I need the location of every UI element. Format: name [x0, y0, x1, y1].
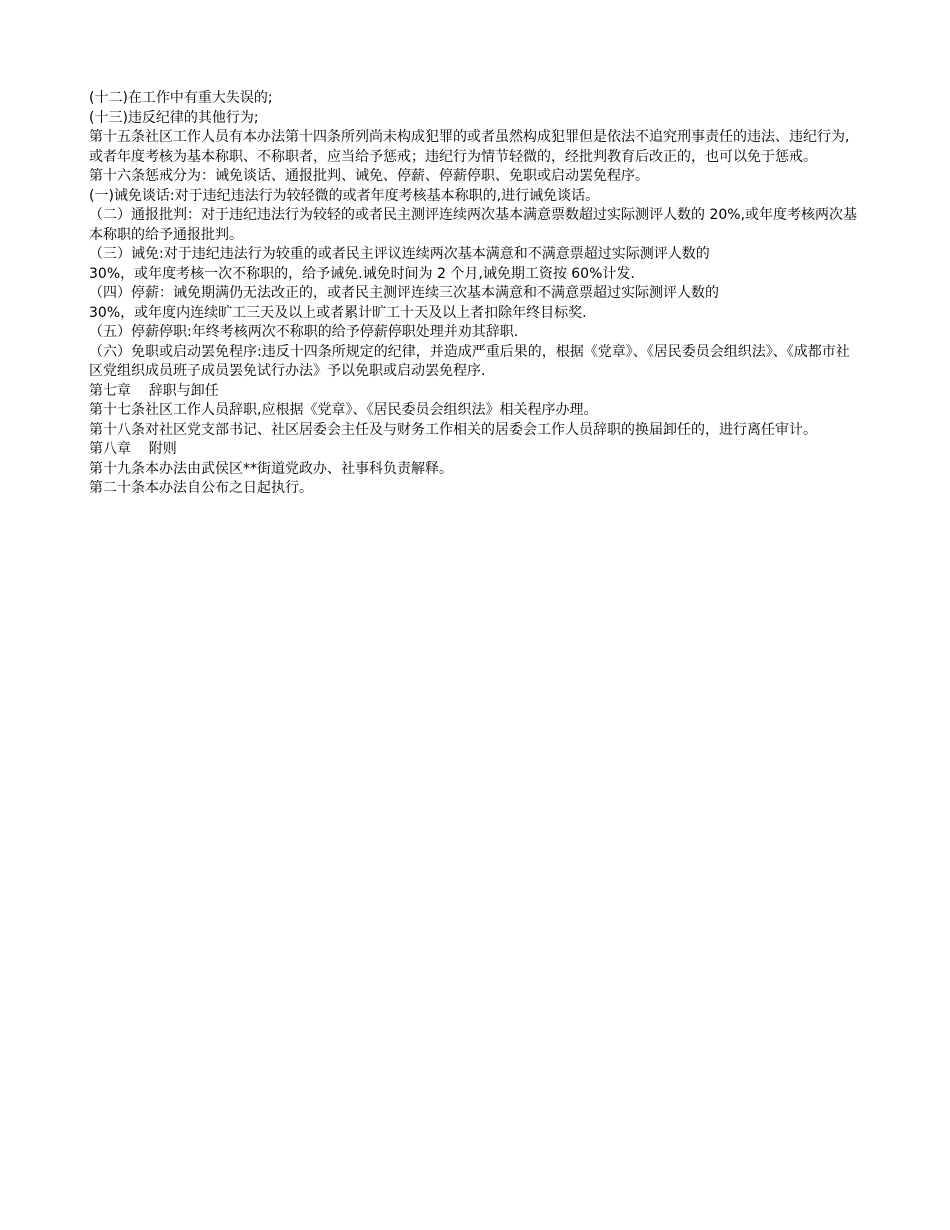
penalty-item-4-line-2: 30%，或年度内连续旷工三天及以上或者累计旷工十天及以上者扣除年终目标奖. [89, 304, 587, 321]
article-20: 第二十条本办法自公布之日起执行。 [89, 480, 313, 496]
article-15: 第十五条社区工作人员有本办法第十四条所列尚未构成犯罪的或者虽然构成犯罪但是依法不追究刑事责任的违法、违纪行为,或者年度考核为基本称职、不称职者，应当给予惩戒；违纪行为情节轻微的，经批判教育后改正的，也可以免于惩戒。 [89, 129, 850, 165]
penalty-item-2: （二）通报批判：对于违纪违法行为较轻的或者民主测评连续两次基本满意票数超过实际测评人数的 20%,或年度考核两次基本称职的给予通报批判。 [89, 207, 858, 243]
penalty-item-1: (一)诫免谈话:对于违纪违法行为较轻微的或者年度考核基本称职的,进行诫免谈话。 [89, 187, 600, 204]
clause-12: (十二)在工作中有重大失误的; [89, 90, 273, 106]
article-19: 第十九条本办法由武侯区**街道党政办、社事科负责解释。 [89, 460, 453, 477]
penalty-item-6: （六）免职或启动罢免程序:违反十四条所规定的纪律，并造成严重后果的，根据《党章》、《居民委员会组织法》、《成都市社区党组织成员班子成员罢免试行办法》予以免职或启动罢免程序. [89, 343, 850, 379]
document-body [89, 89, 861, 499]
penalty-item-5: （五）停薪停职:年终考核两次不称职的给予停薪停职处理并劝其辞职. [89, 324, 519, 340]
chapter-7-heading: 第七章 辞职与卸任 [89, 382, 219, 399]
article-16: 第十六条惩戒分为：诫免谈话、通报批判、诫免、停薪、停薪停职、免职或启动罢免程序。 [89, 168, 649, 184]
clause-13: (十三)违反纪律的其他行为; [89, 109, 259, 126]
penalty-item-3-line-1: （三）诫免:对于违纪违法行为较重的或者民主评议连续两次基本满意和不满意票超过实际测评人数的 [89, 246, 710, 262]
article-18: 第十八条对社区党支部书记、社区居委会主任及与财务工作相关的居委会工作人员辞职的换届卸任的，进行离任审计。 [89, 421, 817, 438]
penalty-item-4-line-1: （四）停薪：诫免期满仍无法改正的，或者民主测评连续三次基本满意和不满意票超过实际测评人数的 [89, 285, 719, 301]
penalty-item-3-line-2: 30%，或年度考核一次不称职的，给予诫免.诫免时间为 2 个月,诫免期工资按 60%计发. [89, 265, 635, 282]
article-17: 第十七条社区工作人员辞职,应根据《党章》、《居民委员会组织法》相关程序办理。 [89, 402, 598, 418]
chapter-8-heading: 第八章 附则 [89, 441, 177, 457]
